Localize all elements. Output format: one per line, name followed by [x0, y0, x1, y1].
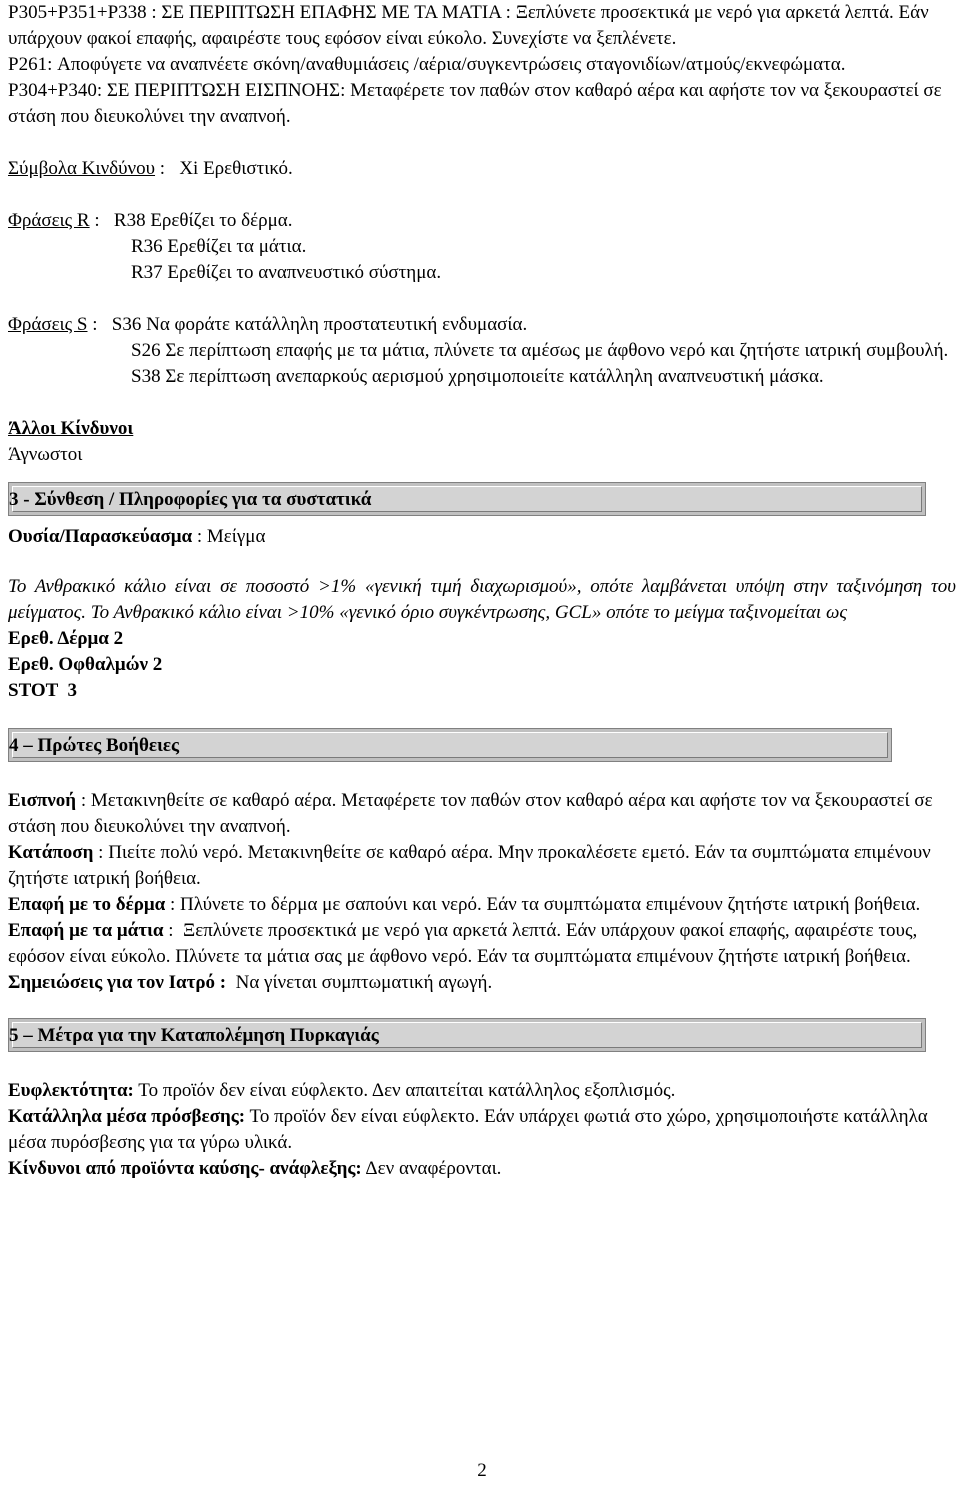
- s-phrase: S38 Σε περίπτωση ανεπαρκούς αερισμού χρησιμοποιείτε κατάλληλη αναπνευστική μάσκα.: [131, 366, 824, 387]
- hazard-symbols-label: Σύμβολα Κινδύνου: [8, 158, 156, 179]
- s-phrases-label: Φράσεις S: [8, 314, 88, 335]
- other-hazards-label: Άλλοι Κίνδυνοι: [8, 418, 134, 439]
- r-phrase: R37 Ερεθίζει το αναπνευστικό σύστημα.: [131, 262, 442, 283]
- section-5-title: 5 – Μέτρα για την Καταπολέμηση Πυρκαγιάς: [9, 1025, 379, 1046]
- section-5-header: [8, 1018, 926, 1052]
- substance-value: : Μείγμα: [192, 526, 266, 547]
- section-3-header: [8, 482, 926, 516]
- document-page: [8, 0, 956, 1481]
- r-phrase: R38 Ερεθίζει το δέρμα.: [113, 210, 293, 231]
- s-phrase: S26 Σε περίπτωση επαφής με τα μάτια, πλύνετε τα αμέσως με άφθονο νερό και ζητήστε ιατρική συμβουλή.: [131, 340, 949, 361]
- precaution-p304: P304+P340: ΣΕ ΠΕΡΙΠΤΩΣΗ ΕΙΣΠΝΟΗΣ: Μεταφέρετε τον παθών στον καθαρό αέρα και αφήστε τον να ξεκουραστεί σε στάση που διευκολύνει την αναπνοή.: [8, 80, 942, 127]
- classification-item: Ερεθ. Οφθαλμών 2: [8, 654, 163, 675]
- first-aid-item: Επαφή με τα μάτια : Ξεπλύνετε προσεκτικά με νερό για αρκετά λεπτά. Εάν υπάρχουν φακοί επαφής, αφαιρέστε τους, εφόσον είναι εύκολο. Πλύνετε τα μάτια σας με άφθονο νερό. Εάν τα συμπτώματα επιμένουν ζητήστε ιατρική βοήθεια.: [8, 920, 922, 967]
- fire-item: Κατάλληλα μέσα πρόσβεσης: Το προϊόν δεν είναι εύφλεκτο. Εάν υπάρχει φωτιά στο χώρο, χρησιμοποιήστε κατάλληλα μέσα πυρόσβεσης για τα γύρω υλικά.: [8, 1106, 928, 1153]
- precaution-p261: P261: Αποφύγετε να αναπνέετε σκόνη/αναθυμιάσεις /αέρια/συγκεντρώσεις σταγονιδίων/ατμούς/εκνεφώματα.: [8, 54, 846, 75]
- r-phrases-row: Φράσεις R : R38 Ερεθίζει το δέρμα.: [8, 210, 293, 231]
- hazard-symbols-value: Xi Ερεθιστικό.: [179, 158, 293, 179]
- section-4-header: [8, 728, 892, 762]
- section-3-title: 3 - Σύνθεση / Πληροφορίες για τα συστατικά: [9, 489, 372, 510]
- other-hazards-value: Άγνωστοι: [8, 444, 83, 465]
- classification-item: STOT 3: [8, 680, 78, 701]
- s-phrase: S36 Να φοράτε κατάλληλη προστατευτική ενδυμασία.: [111, 314, 528, 335]
- first-aid-item: Κατάποση : Πιείτε πολύ νερό. Μετακινηθείτε σε καθαρό αέρα. Μην προκαλέσετε εμετό. Εάν τα συμπτώματα επιμένουν ζητήστε ιατρική βοήθεια.: [8, 842, 931, 889]
- r-phrase: R36 Ερεθίζει τα μάτια.: [131, 236, 307, 257]
- first-aid-item: Σημειώσεις για τον Ιατρό : Να γίνεται συμπτωματική αγωγή.: [8, 972, 493, 993]
- page-number: 2: [477, 1460, 487, 1481]
- classification-item: Ερεθ. Δέρμα 2: [8, 628, 124, 649]
- first-aid-item: Εισπνοή : Μετακινηθείτε σε καθαρό αέρα. Μεταφέρετε τον παθών στον καθαρό αέρα και αφήστε τον να ξεκουραστεί σε στάση που διευκολύνει την αναπνοή.: [8, 790, 933, 837]
- first-aid-item: Επαφή με το δέρμα : Πλύνετε το δέρμα με σαπούνι και νερό. Εάν τα συμπτώματα επιμένουν ζητήστε ιατρική βοήθεια.: [8, 894, 921, 915]
- substance-row: [8, 524, 956, 550]
- section-4-title: 4 – Πρώτες Βοήθειες: [9, 735, 179, 756]
- r-phrases-label: Φράσεις R: [8, 210, 90, 231]
- precaution-p305: P305+P351+P338 : ΣΕ ΠΕΡΙΠΤΩΣΗ ΕΠΑΦΗΣ ΜΕ ΤΑ ΜΑΤΙΑ : Ξεπλύνετε προσεκτικά με νερό για αρκετά λεπτά. Εάν υπάρχουν φακοί επαφής, αφαιρέστε τους εφόσον είναι εύκολο. Συνεχίστε να ξεπλένετε.: [8, 2, 929, 49]
- substance-label: Ουσία/Παρασκεύασμα: [8, 526, 193, 547]
- fire-item: Κίνδυνοι από προϊόντα καύσης- ανάφλεξης: Δεν αναφέρονται.: [8, 1158, 502, 1179]
- s-phrases-row: Φράσεις S : S36 Να φοράτε κατάλληλη προστατευτική ενδυμασία.: [8, 314, 528, 335]
- classification-note: Το Ανθρακικό κάλιο είναι σε ποσοστό >1% «γενική τιμή διαχωρισμού», οπότε λαμβάνεται υπόψη στην ταξινόμηση του μείγματος. Το Ανθρακικό κάλιο είναι >10% «γενικό όριο συγκέντρωσης, GCL» οπότε το μείγμα ταξινομείται ως: [8, 576, 956, 623]
- hazard-symbols: Σύμβολα Κινδύνου : Xi Ερεθιστικό.: [8, 158, 293, 179]
- fire-item: Ευφλεκτότητα: Το προϊόν δεν είναι εύφλεκτο. Δεν απαιτείται κατάλληλος εξοπλισμός.: [8, 1080, 676, 1101]
